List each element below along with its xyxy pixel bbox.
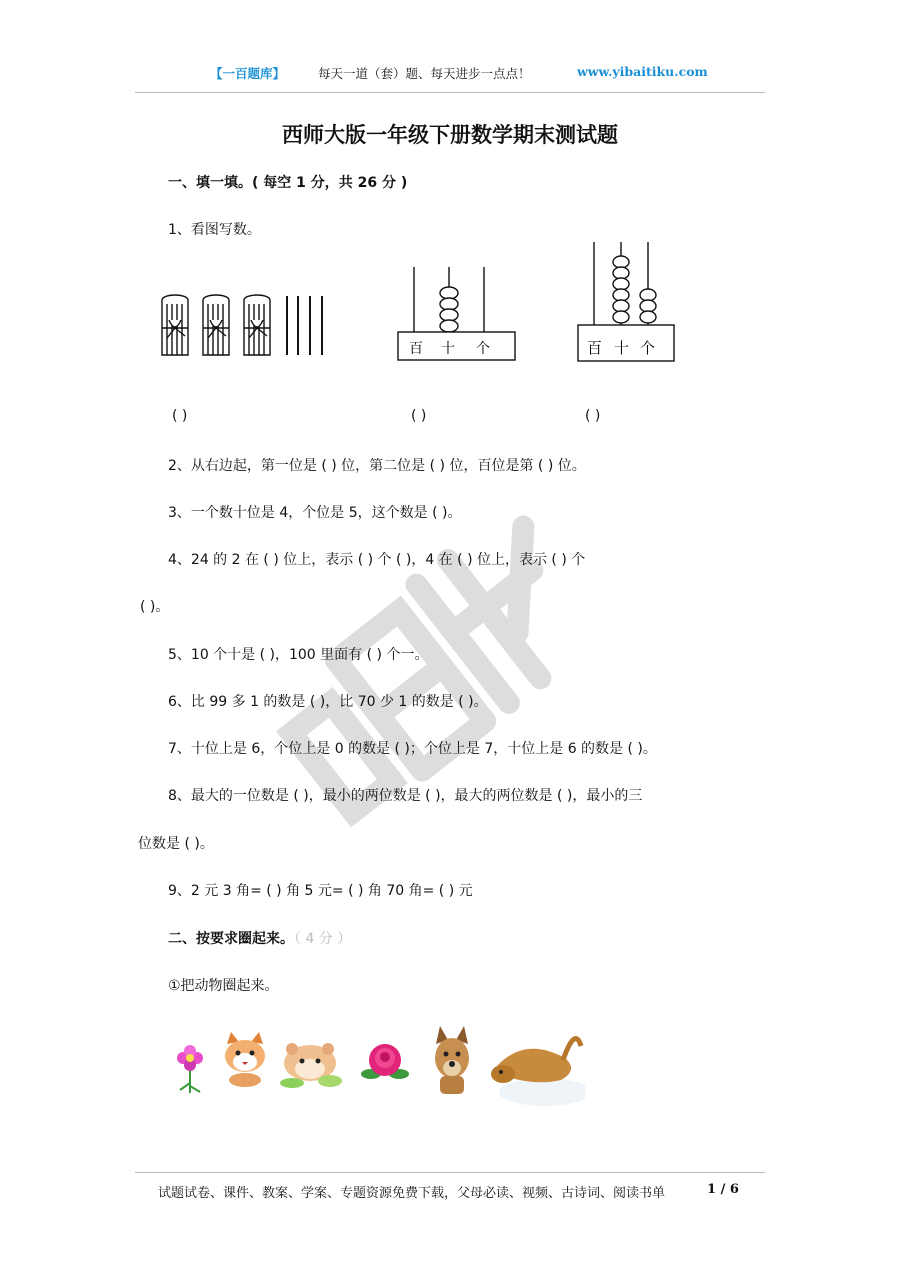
stick-bundles-figure xyxy=(155,290,335,365)
page-number: 1 / 6 xyxy=(707,1182,739,1197)
question-8-cont: 位数是 ( )。 xyxy=(138,836,214,852)
single-sticks-icon xyxy=(287,296,322,355)
header-slogan: 每天一道（套）题、每天进步一点点！ xyxy=(318,66,531,81)
question-5: 5、10 个十是 ( )，100 里面有 ( ) 个一。 xyxy=(168,647,429,663)
answer-blank[interactable]: ( ) xyxy=(585,408,601,424)
abacus-figure-1 xyxy=(396,262,520,364)
question-3: 3、一个数十位是 4，个位是 5，这个数是 ( )。 xyxy=(168,505,462,521)
dog-icon xyxy=(435,1026,469,1094)
footer-divider xyxy=(135,1172,765,1173)
question-6: 6、比 99 多 1 的数是 ( )，比 70 少 1 的数是 ( )。 xyxy=(168,694,488,710)
pictures-row xyxy=(165,1018,585,1118)
section2-points: （ 4 分 ） xyxy=(294,931,352,947)
abacus-label-shi: 十 xyxy=(441,341,455,357)
question-7: 7、十位上是 6，个位上是 0 的数是 ( )；个位上是 7，十位上是 6 的数是 ( )。 xyxy=(168,741,657,757)
section2-sub: ①把动物圈起来。 xyxy=(168,978,279,994)
otter-icon xyxy=(491,1039,585,1106)
question-4-cont: ( )。 xyxy=(140,599,170,615)
bundle-icon xyxy=(244,295,270,355)
answer-blank[interactable]: ( ) xyxy=(172,408,188,424)
question-8: 8、最大的一位数是 ( )，最小的两位数是 ( )，最大的两位数是 ( )，最小的三 xyxy=(168,788,643,804)
question-4: 4、24 的 2 在 ( ) 位上，表示 ( ) 个 ( )，4 在 ( ) 位上，表示 ( ) 个 xyxy=(168,552,586,568)
section2-title: 二、按要求圈起来。 xyxy=(168,931,294,947)
abacus-label-bai: 百 xyxy=(409,341,423,357)
abacus-label-shi: 十 xyxy=(614,339,630,357)
abacus-label-ge: 个 xyxy=(476,341,490,357)
bundle-icon xyxy=(203,295,229,355)
brand-label: 【一百题库】 xyxy=(210,66,286,81)
hamster-icon xyxy=(280,1043,342,1088)
header-divider xyxy=(135,92,765,93)
section1-heading: 一、填一填。( 每空 1 分，共 26 分 ) xyxy=(168,175,408,191)
question-9: 9、2 元 3 角= ( ) 角 5 元= ( ) 角 70 角= ( ) 元 xyxy=(168,883,473,899)
section2-heading xyxy=(168,928,351,948)
bundle-icon xyxy=(162,295,188,355)
footer-text: 试题试卷、课件、教案、学案、专题资源免费下载，父母必读、视频、古诗词、阅读书单 xyxy=(158,1186,666,1201)
q1-label: 1、看图写数。 xyxy=(168,222,261,238)
flower-icon xyxy=(177,1045,203,1093)
answer-blank[interactable]: ( ) xyxy=(411,408,427,424)
abacus-label-bai: 百 xyxy=(587,339,603,357)
rose-icon xyxy=(361,1044,409,1079)
abacus-figure-2 xyxy=(576,240,680,364)
header-url[interactable]: www.yibaitiku.com xyxy=(577,64,708,79)
question-2: 2、从右边起，第一位是 ( ) 位，第二位是 ( ) 位，百位是第 ( ) 位。 xyxy=(168,458,586,474)
page-title: 西师大版一年级下册数学期末测试题 xyxy=(282,123,618,147)
abacus-label-ge: 个 xyxy=(640,339,656,357)
cat-icon xyxy=(225,1032,265,1087)
